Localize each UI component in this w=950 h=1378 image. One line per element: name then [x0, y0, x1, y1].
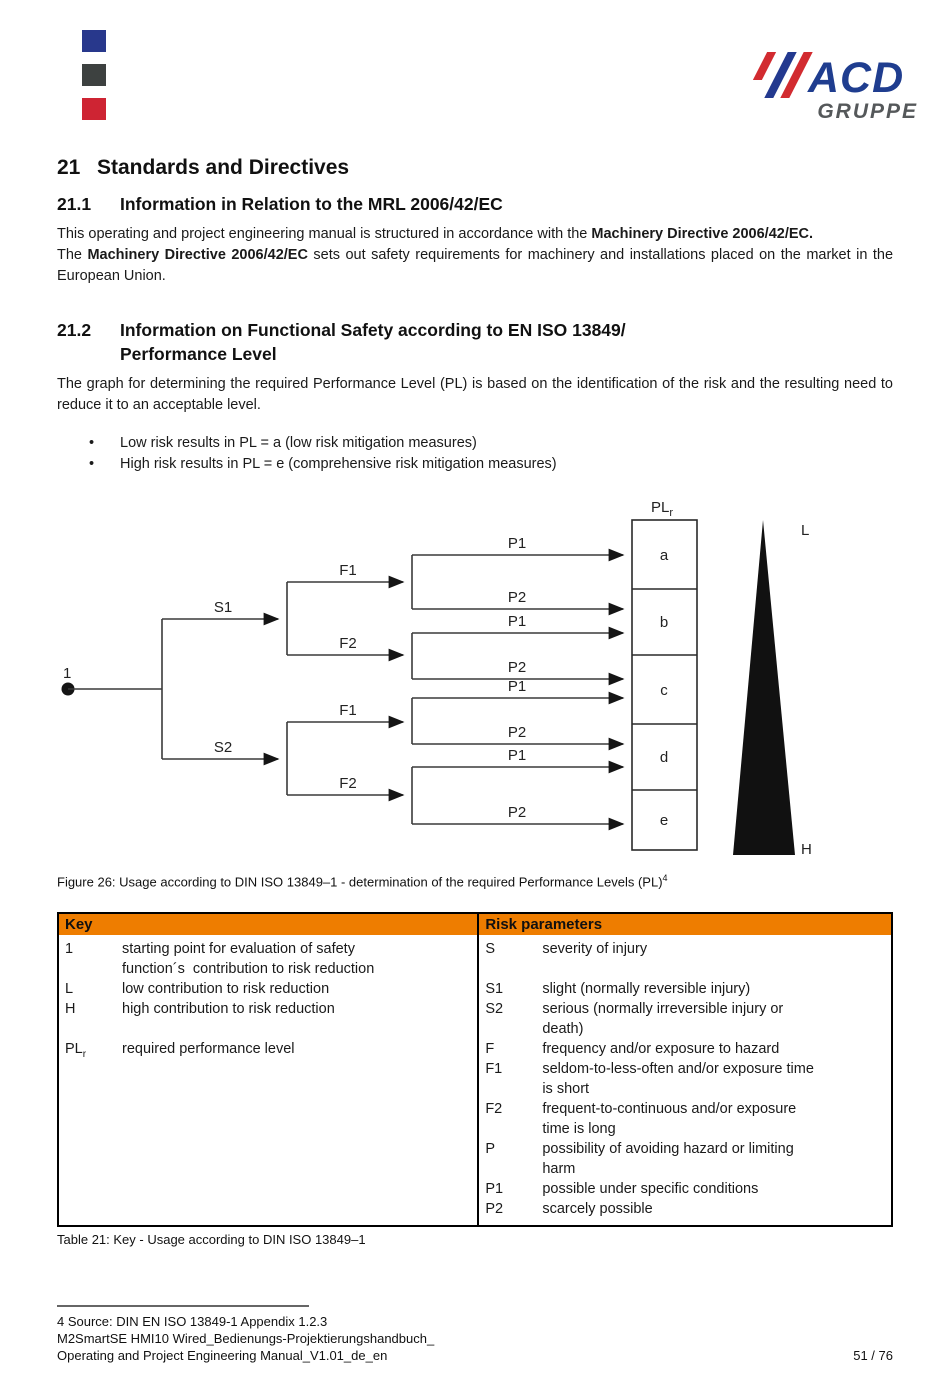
acd-gruppe-logo — [760, 52, 920, 124]
section-21-2-heading — [57, 318, 893, 366]
key-table-row — [65, 999, 471, 1019]
section-21-2-title-line1: Information on Functional Safety according to EN ISO 13849/ — [120, 320, 626, 340]
key-column — [59, 914, 479, 1225]
row-symbol — [485, 959, 542, 979]
p2-label-3: P2 — [507, 724, 527, 741]
blue-square-icon — [82, 30, 106, 52]
key-table-row — [65, 959, 471, 979]
figure-caption: Figure 26: Usage according to DIN ISO 13849–1 - determination of the required Performance Levels (PL)$^4$ — [57, 873, 668, 890]
level-d-label: d — [659, 749, 669, 766]
risk-bullet-list — [57, 433, 893, 475]
row-description — [542, 959, 885, 979]
row-symbol: $PL_r$ — [65, 1041, 87, 1061]
chapter-heading — [57, 155, 893, 181]
acd-slashes-icon — [760, 52, 801, 98]
p2-label-2: P2 — [507, 659, 527, 676]
risk-parameters-body — [479, 935, 891, 1225]
risk-parameters-header: Risk parameters — [479, 914, 891, 935]
risk-table-row — [485, 1019, 885, 1039]
key-table-row — [65, 1019, 471, 1039]
row-description — [122, 1019, 471, 1039]
section-21-2-number: 21.2 — [57, 320, 92, 340]
row-symbol — [485, 1019, 542, 1039]
risk-table-row — [485, 1139, 885, 1159]
start-node-label: 1 — [63, 665, 72, 682]
key-table-row — [65, 979, 471, 999]
key-risk-table — [57, 912, 893, 1227]
row-description: is short — [542, 1081, 590, 1098]
p1-label-1: P1 — [507, 535, 527, 552]
plr-column-label: $PL_r$ — [651, 499, 674, 519]
row-symbol — [65, 959, 122, 979]
section-21-1-title: Information in Relation to the MRL 2006/42/EC — [120, 194, 503, 214]
level-b-label: b — [659, 614, 669, 631]
risk-table-row — [485, 1179, 885, 1199]
document-title-line2: Operating and Project Engineering Manual_V1.01_de_en — [57, 1348, 388, 1363]
risk-parameters-column — [479, 914, 891, 1225]
low-risk-label: L — [801, 522, 810, 539]
gray-square-icon — [82, 64, 106, 86]
s2-branch-label: S2 — [213, 739, 233, 756]
row-symbol — [65, 1019, 122, 1039]
row-description: seldom-to-less-often and/or exposure time — [542, 1061, 814, 1078]
paragraph-pl-graph: The graph for determining the required Performance Level (PL) is based on the identification of the risk and the resulting need to reduce it to an acceptable level. — [57, 376, 893, 413]
row-description: possible under specific conditions — [542, 1181, 759, 1198]
row-description: death) — [542, 1021, 584, 1038]
level-a-label: a — [659, 547, 669, 564]
row-description: low contribution to risk reduction — [122, 981, 330, 998]
section-21-1-paragraphs — [57, 224, 893, 287]
row-symbol: S — [485, 941, 495, 958]
brand-squares-logo — [82, 30, 106, 132]
row-symbol: S1 — [485, 981, 504, 998]
row-description: time is long — [542, 1121, 616, 1138]
key-table-row — [65, 1039, 471, 1065]
row-description: frequency and/or exposure to hazard — [542, 1041, 780, 1058]
chapter-number: 21 — [57, 156, 81, 179]
row-description: harm — [542, 1161, 576, 1178]
row-description: high contribution to risk reduction — [122, 1001, 335, 1018]
row-symbol: P1 — [485, 1181, 504, 1198]
row-symbol: S2 — [485, 1001, 504, 1018]
risk-table-row — [485, 1199, 885, 1219]
footnote-reference: 4 — [662, 873, 668, 883]
risk-table-row — [485, 979, 885, 999]
section-21-2-paragraph — [57, 374, 893, 416]
s1-branch-label: S1 — [213, 599, 233, 616]
p1-label-3: P1 — [507, 678, 527, 695]
high-risk-label: H — [801, 841, 812, 858]
risk-table-row — [485, 1079, 885, 1099]
risk-table-row — [485, 1159, 885, 1179]
row-description: scarcely possible — [542, 1201, 653, 1218]
p1-label-2: P1 — [507, 613, 527, 630]
row-symbol: H — [65, 1001, 76, 1018]
f1-branch-label-top: F1 — [339, 562, 357, 579]
risk-graph-diagram — [57, 492, 893, 860]
row-description: possibility of avoiding hazard or limiting — [542, 1141, 794, 1158]
p2-label-4: P2 — [507, 804, 527, 821]
page-number: 51 / 76 — [853, 1348, 893, 1363]
f1-branch-label-bottom: F1 — [339, 702, 357, 719]
key-table-row — [65, 939, 471, 959]
document-title-line1: M2SmartSE HMI10 Wired_Bedienungs-Projektierungshandbuch_ — [57, 1331, 435, 1346]
p2-label-1: P2 — [507, 589, 527, 606]
f2-branch-label-bottom: F2 — [339, 775, 357, 792]
bullet-high-risk: • High risk results in PL = e (comprehensive risk mitigation measures) — [57, 454, 893, 475]
section-21-1-heading — [57, 193, 893, 215]
paragraph-mrl-2: The Machinery Directive 2006/42/EC sets out safety requirements for machinery and installations placed on the market in the European Union. — [57, 247, 894, 284]
row-description: function´s contribution to risk reduction — [122, 961, 375, 978]
section-21-2-title-line2: Performance Level — [120, 344, 277, 364]
bullet-low-risk: • Low risk results in PL = a (low risk mitigation measures) — [57, 433, 893, 454]
row-symbol: F1 — [485, 1061, 503, 1078]
row-description: frequent-to-continuous and/or exposure — [542, 1101, 797, 1118]
risk-table-row — [485, 1119, 885, 1139]
row-description: starting point for evaluation of safety — [122, 941, 355, 958]
row-description: slight (normally reversible injury) — [542, 981, 751, 998]
acd-logo-subtext: GRUPPE — [817, 100, 918, 123]
row-description: required performance level — [122, 1041, 295, 1058]
section-21-1-number: 21.1 — [57, 194, 92, 214]
row-symbol — [485, 1159, 542, 1179]
risk-graph-svg — [57, 492, 893, 860]
chapter-title: Standards and Directives — [97, 156, 350, 179]
row-description: severity of injury — [542, 941, 648, 958]
risk-table-row — [485, 999, 885, 1019]
row-symbol: P2 — [485, 1201, 504, 1218]
row-symbol — [485, 1079, 542, 1099]
table-caption: Table 21: Key - Usage according to DIN ISO 13849–1 — [57, 1232, 366, 1248]
red-square-icon — [82, 98, 106, 120]
p1-label-4: P1 — [507, 747, 527, 764]
acd-logo-text: ACD — [808, 54, 905, 102]
risk-wedge-triangle — [733, 520, 795, 855]
risk-table-row — [485, 1099, 885, 1119]
paragraph-mrl-1: This operating and project engineering manual is structured in accordance with the Machinery Directive 2006/42/EC. — [57, 226, 814, 242]
footnote-separator — [57, 1305, 309, 1307]
risk-table-row — [485, 959, 885, 979]
risk-table-row — [485, 1039, 885, 1059]
level-c-label: c — [660, 682, 668, 699]
row-symbol: P — [485, 1141, 495, 1158]
page-footer — [57, 1305, 893, 1364]
key-column-body — [59, 935, 477, 1071]
key-column-header: Key — [59, 914, 477, 935]
row-symbol: 1 — [65, 941, 74, 958]
row-description: serious (normally irreversible injury or — [542, 1001, 784, 1018]
page-content — [57, 155, 893, 1248]
f2-branch-label-top: F2 — [339, 635, 357, 652]
footnote-text: 4 Source: DIN EN ISO 13849-1 Appendix 1.2.3 — [57, 1314, 328, 1329]
row-symbol: F2 — [485, 1101, 503, 1118]
row-symbol: F — [485, 1041, 495, 1058]
row-symbol — [485, 1119, 542, 1139]
risk-table-row — [485, 939, 885, 959]
row-symbol: L — [65, 981, 74, 998]
risk-table-row — [485, 1059, 885, 1079]
level-e-label: e — [659, 812, 669, 829]
